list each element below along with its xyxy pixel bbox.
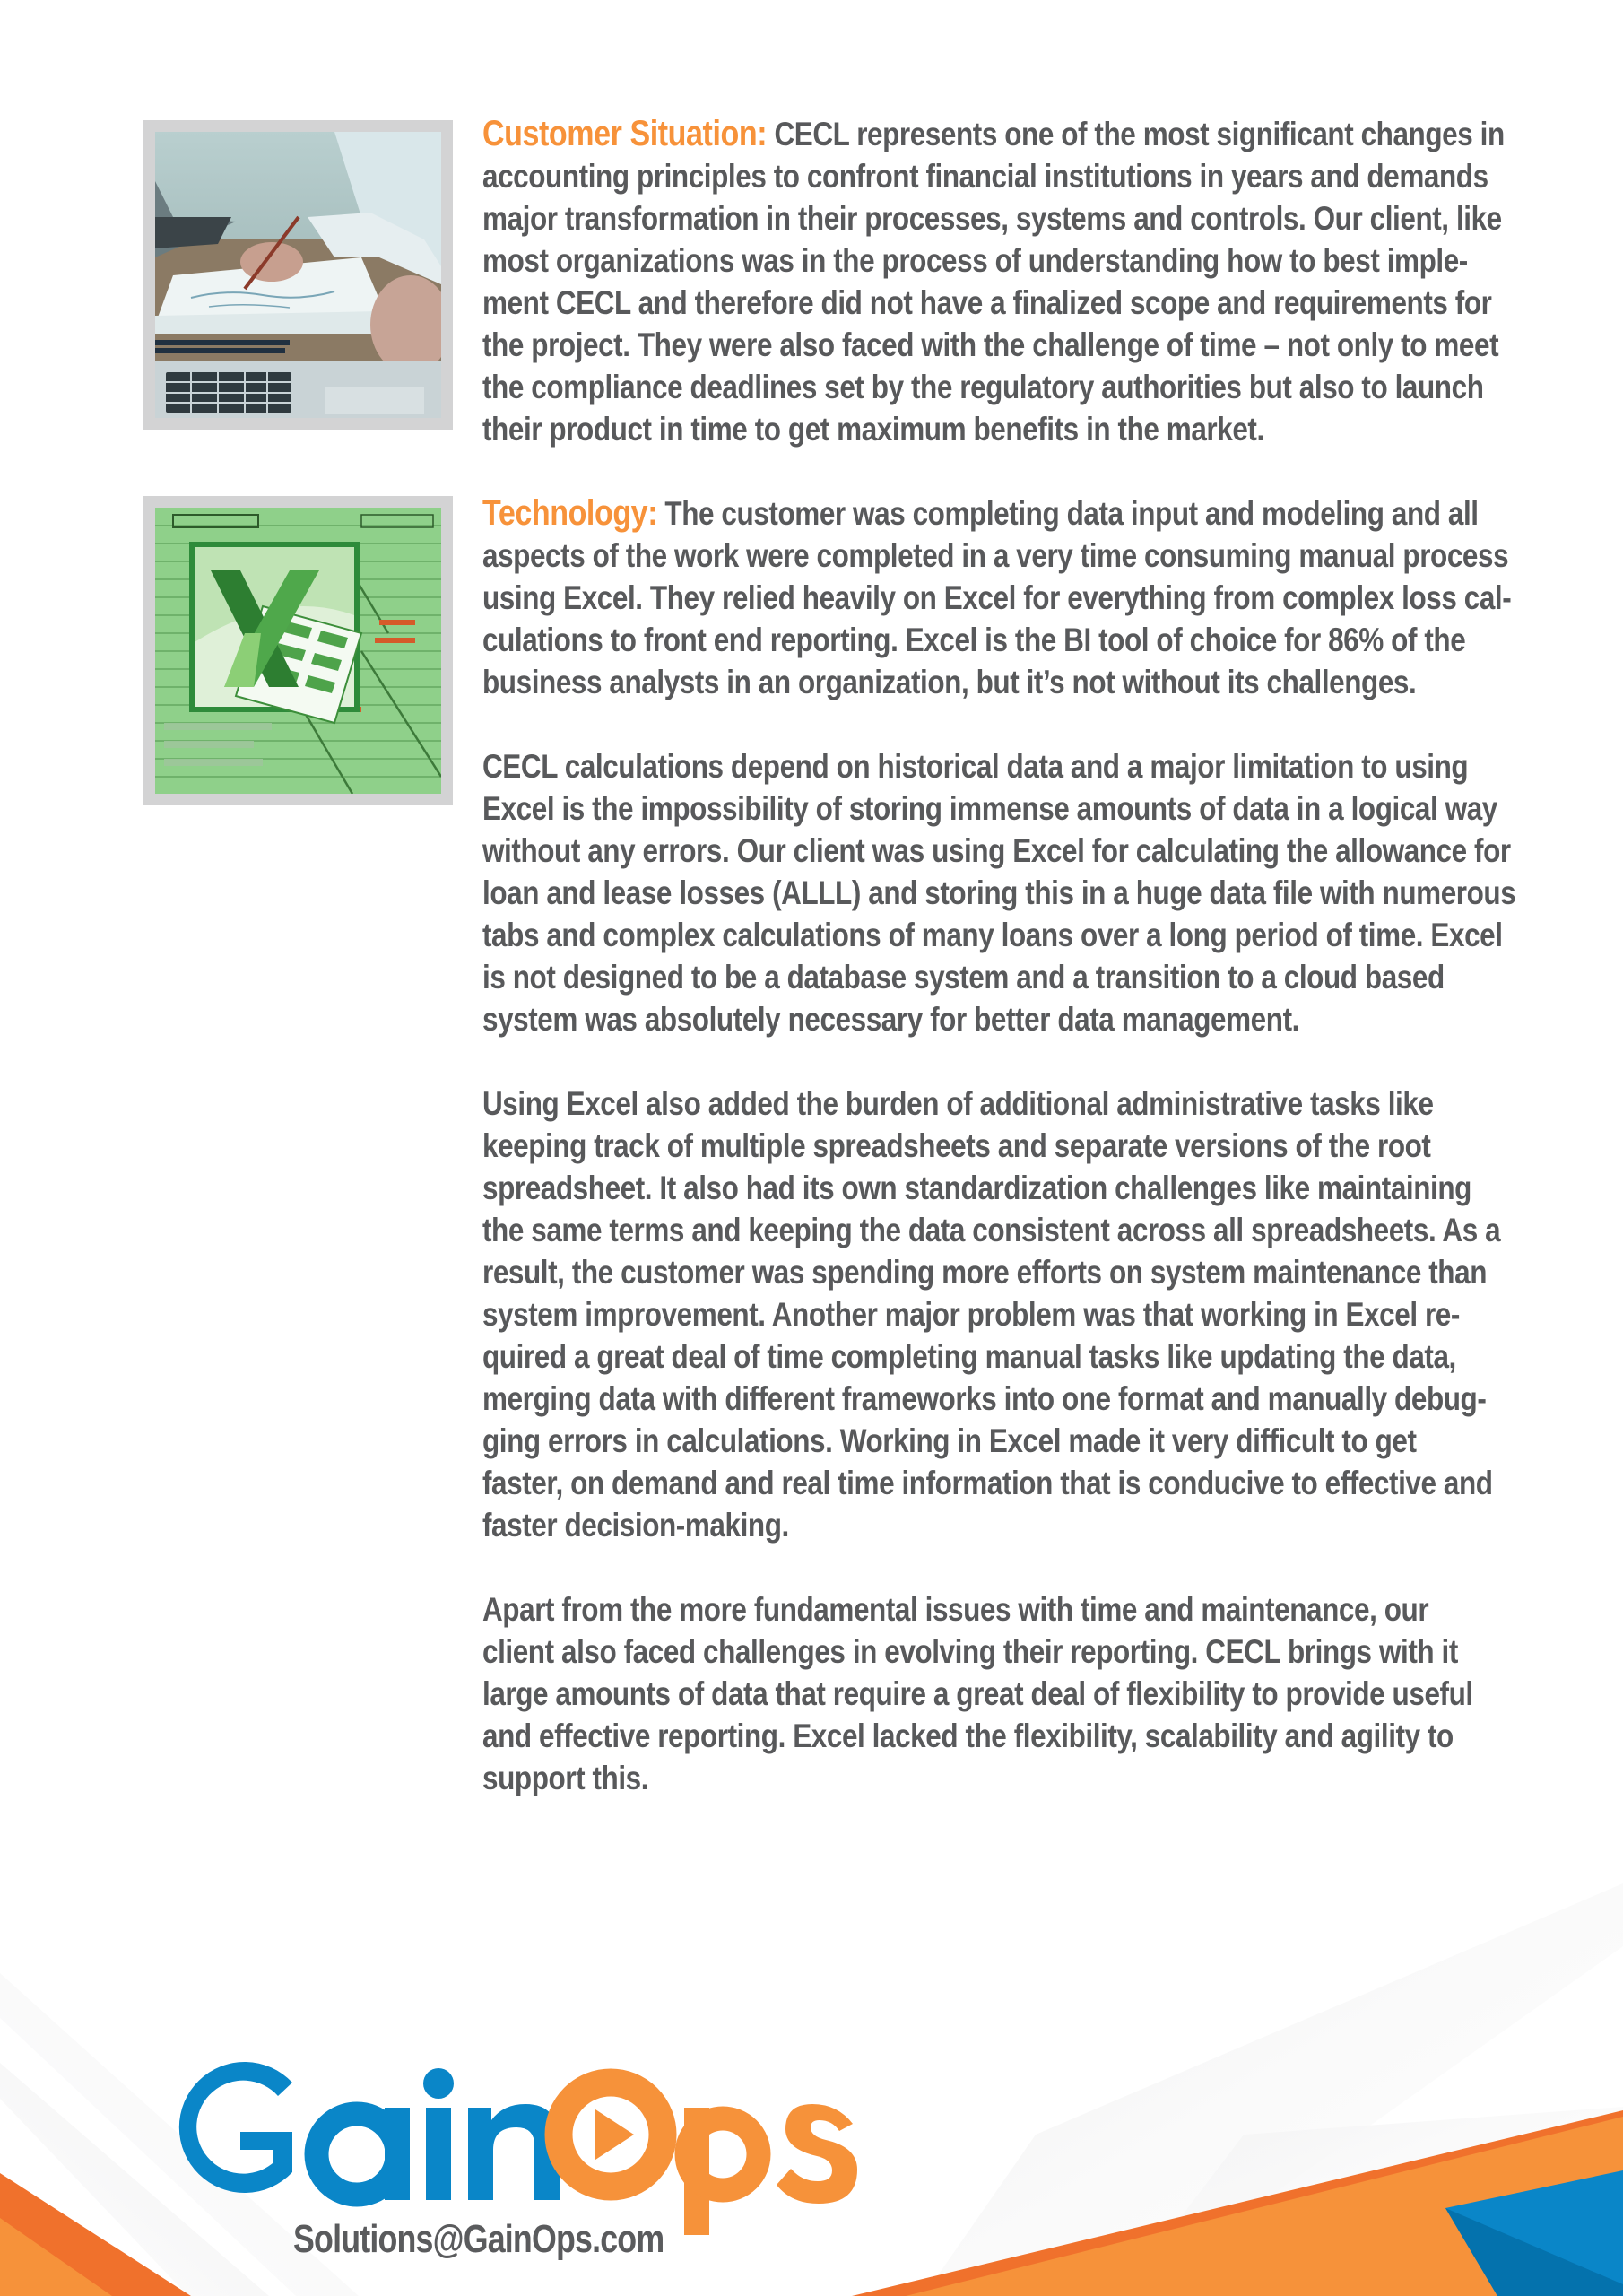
text-line: support this. — [482, 1760, 649, 1796]
text-line: most organizations was in the process of understanding how to best imple- — [482, 242, 1468, 279]
text-line: business analysts in an organization, but it’s not without its challenges. — [482, 664, 1417, 700]
text-line: the compliance deadlines set by the regulatory authorities but also to launch — [482, 369, 1484, 405]
logo-letter-p — [684, 2108, 759, 2235]
text-line: the project. They were also faced with the challenge of time – not only to meet — [482, 326, 1499, 363]
text-line: Excel is the impossibility of storing immense amounts of data in a logical way — [482, 790, 1497, 827]
section-heading-technology: Technology: — [482, 493, 658, 533]
text-line: client also faced challenges in evolving their reporting. CECL brings with it — [482, 1633, 1458, 1670]
text-line: the same terms and keeping the data consistent across all spreadsheets. As a — [482, 1212, 1501, 1248]
text-line: merging data with different frameworks into one format and manually debug- — [482, 1380, 1487, 1417]
text-line: spreadsheet. It also had its own standardization challenges like maintaining — [482, 1170, 1471, 1206]
office-desk-photo — [143, 120, 453, 430]
logo-letter-a — [317, 2108, 410, 2200]
text-line: ment CECL and therefore did not have a finalized scope and requirements for — [482, 284, 1492, 321]
text-line: without any errors. Our client was using Excel for calculating the allowance for — [482, 832, 1511, 869]
text-line — [482, 492, 1479, 535]
text-line: culations to front end reporting. Excel is the BI tool of choice for 86% of the — [482, 622, 1466, 658]
text-run: CECL represents one of the most significant changes in — [767, 116, 1505, 152]
text-column — [482, 113, 1523, 1799]
text-line: result, the customer was spending more efforts on system maintenance than — [482, 1254, 1488, 1291]
logo-letter-s — [777, 2104, 857, 2204]
text-line: large amounts of data that require a great deal of flexibility to provide useful — [482, 1675, 1473, 1712]
paragraph-spacer — [482, 450, 1367, 492]
text-line: system was absolutely necessary for better data management. — [482, 1001, 1299, 1038]
text-line: accounting principles to confront financial institutions in years and demands — [482, 158, 1488, 195]
text-line: Using Excel also added the burden of additional administrative tasks like — [482, 1085, 1434, 1122]
text-run: The customer was completing data input and modeling and all — [657, 495, 1479, 532]
text-line: using Excel. They relied heavily on Excel for everything from complex loss cal- — [482, 579, 1512, 616]
excel-spreadsheet-photo — [143, 496, 453, 805]
text-line: tabs and complex calculations of many loans over a long period of time. Excel — [482, 917, 1503, 953]
paragraph-spacer — [482, 1040, 1367, 1083]
text-line: aspects of the work were completed in a very time consuming manual process — [482, 537, 1509, 574]
paragraph-spacer — [482, 703, 1367, 745]
contact-email-link[interactable]: Solutions@GainOps.com — [293, 2217, 664, 2261]
text-line: faster, on demand and real time information that is conducive to effective and — [482, 1465, 1493, 1501]
text-line: ging errors in calculations. Working in Excel made it very difficult to get — [482, 1422, 1417, 1459]
logo-play-circle-icon — [559, 2083, 663, 2187]
text-line: quired a great deal of time completing manual tasks like updating the data, — [482, 1338, 1456, 1375]
text-line: faster decision-making. — [482, 1507, 789, 1544]
logo-letter-i — [423, 2068, 454, 2200]
section-heading-customer-situation: Customer Situation: — [482, 114, 768, 153]
text-line — [482, 113, 1505, 155]
paragraph-spacer — [482, 1546, 1367, 1588]
logo-letter-g — [179, 2062, 292, 2193]
logo-letter-n — [468, 2104, 560, 2200]
text-line: system improvement. Another major problem was that working in Excel re- — [482, 1296, 1460, 1333]
text-line: loan and lease losses (ALLL) and storing this in a huge data file with numerous — [482, 874, 1516, 911]
text-line: Apart from the more fundamental issues with time and maintenance, our — [482, 1591, 1429, 1628]
text-line: and effective reporting. Excel lacked the flexibility, scalability and agility to — [482, 1718, 1454, 1754]
text-line: major transformation in their processes, systems and controls. Our client, like — [482, 200, 1502, 237]
office-desk-photo-icon — [155, 132, 441, 418]
text-line: CECL calculations depend on historical data and a major limitation to using — [482, 748, 1469, 785]
text-line: keeping track of multiple spreadsheets and separate versions of the root — [482, 1127, 1431, 1164]
text-line: is not designed to be a database system and a transition to a cloud based — [482, 959, 1445, 996]
text-line: their product in time to get maximum benefits in the market. — [482, 411, 1264, 448]
gainops-logo — [158, 2056, 875, 2244]
excel-logo-icon — [155, 508, 441, 794]
